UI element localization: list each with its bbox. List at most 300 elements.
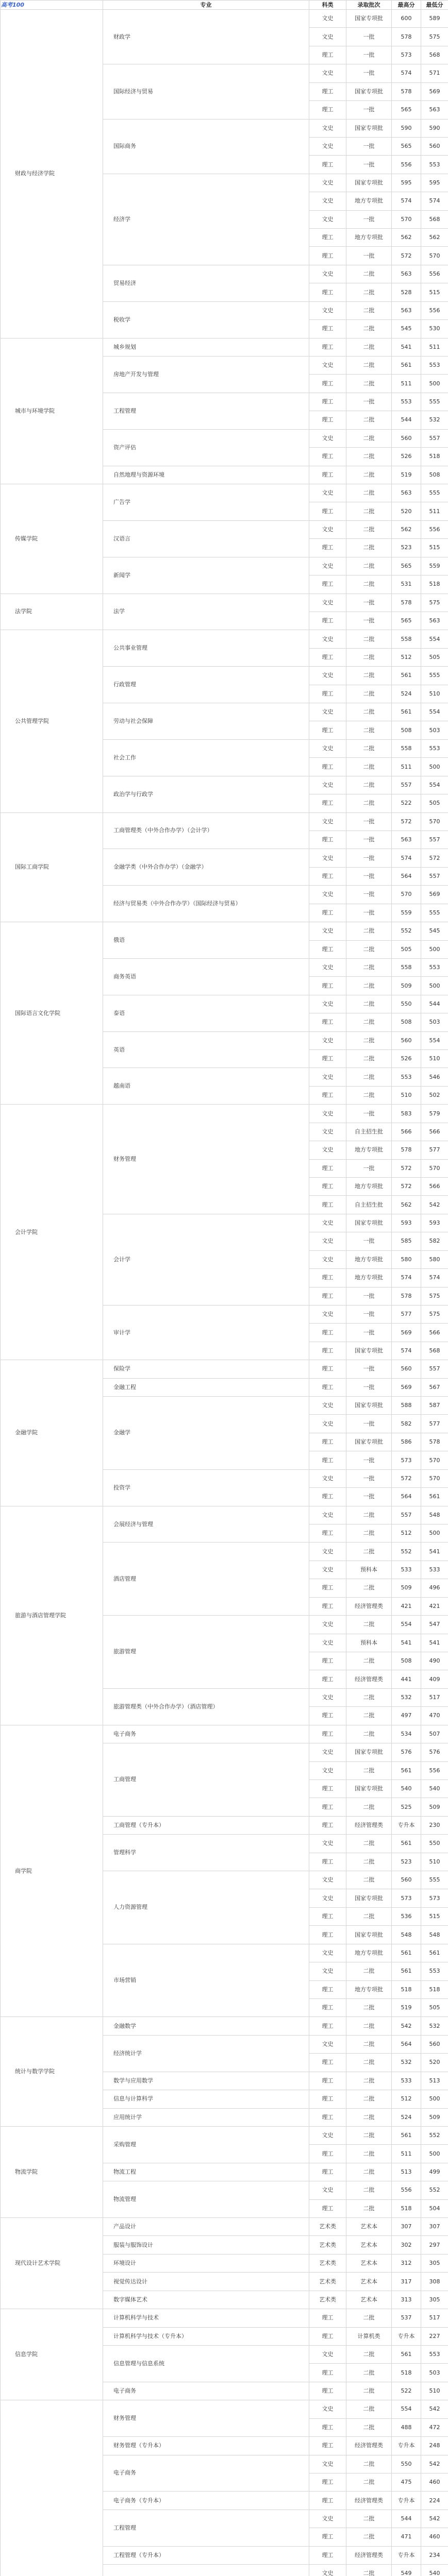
min-score-cell: 509	[421, 2108, 448, 2126]
max-score-cell: 569	[392, 1378, 421, 1396]
subject-cell: 理工	[309, 448, 346, 466]
subject-cell: 理工	[309, 2072, 346, 2090]
batch-cell: 国家专项批	[346, 1397, 392, 1415]
subject-cell: 理工	[309, 1725, 346, 1743]
subject-cell: 理工	[309, 2145, 346, 2163]
college-cell: 商学院	[1, 1725, 103, 2017]
subject-cell: 理工	[309, 1488, 346, 1506]
max-score-cell: 561	[392, 1835, 421, 1853]
max-score-cell: 544	[392, 411, 421, 429]
major-cell: 电子商务	[103, 1725, 309, 1743]
batch-cell: 一批	[346, 28, 392, 46]
major-cell: 政治学与行政学	[103, 776, 309, 812]
max-score-cell: 313	[392, 2291, 421, 2309]
max-score-cell: 585	[392, 1232, 421, 1250]
min-score-cell: 472	[421, 2418, 448, 2436]
max-score-cell: 524	[392, 685, 421, 703]
subject-cell: 艺术类	[309, 2254, 346, 2272]
subject-cell: 文史	[309, 1397, 346, 1415]
batch-cell: 二批	[346, 429, 392, 447]
max-score-cell: 508	[392, 1013, 421, 1031]
major-cell: 信息管理与信息系统	[103, 2346, 309, 2382]
subject-cell: 文史	[309, 1305, 346, 1323]
subject-cell: 理工	[309, 2199, 346, 2217]
major-cell: 投资学	[103, 1469, 309, 1506]
subject-cell: 文史	[309, 557, 346, 575]
batch-cell: 二批	[346, 1853, 392, 1871]
batch-cell: 二批	[346, 794, 392, 812]
min-score-cell: 508	[421, 466, 448, 484]
min-score-cell: 541	[421, 1634, 448, 1652]
subject-cell: 文史	[309, 739, 346, 757]
batch-cell: 一批	[346, 1469, 392, 1487]
min-score-cell: 509	[421, 1798, 448, 1816]
subject-cell: 理工	[309, 2327, 346, 2345]
batch-cell: 二批	[346, 1907, 392, 1925]
major-cell: 采购管理	[103, 2126, 309, 2163]
batch-cell: 国家专项批	[346, 1342, 392, 1360]
subject-cell: 文史	[309, 2400, 346, 2418]
min-score-cell: 500	[421, 2145, 448, 2163]
min-score-cell: 570	[421, 812, 448, 831]
subject-cell: 理工	[309, 685, 346, 703]
min-score-cell: 234	[421, 2546, 448, 2564]
table-row	[1, 484, 448, 502]
batch-cell: 二批	[346, 667, 392, 685]
batch-cell: 一批	[346, 1105, 392, 1123]
batch-cell: 地方专项批	[346, 1269, 392, 1287]
batch-cell: 国家专项批	[346, 10, 392, 28]
batch-cell: 二批	[346, 2199, 392, 2217]
max-score-cell: 560	[392, 1031, 421, 1049]
major-cell: 金融数学	[103, 2017, 309, 2035]
min-score-cell: 560	[421, 2035, 448, 2053]
batch-cell: 二批	[346, 2126, 392, 2144]
major-cell: 产品设计	[103, 2218, 309, 2236]
batch-cell: 经济管理类	[346, 2437, 392, 2455]
batch-cell: 二批	[346, 265, 392, 283]
batch-cell: 二批	[346, 1871, 392, 1889]
batch-cell: 二批	[346, 922, 392, 940]
batch-cell: 二批	[346, 539, 392, 557]
subject-cell: 文史	[309, 1469, 346, 1487]
max-score-cell: 542	[392, 2017, 421, 2035]
major-cell: 酒店管理	[103, 1543, 309, 1616]
batch-cell: 一批	[346, 1488, 392, 1506]
batch-cell: 一批	[346, 1451, 392, 1469]
major-cell: 新闻学	[103, 557, 309, 594]
min-score-cell: 568	[421, 1342, 448, 1360]
batch-cell: 一批	[346, 886, 392, 904]
batch-cell: 二批	[346, 739, 392, 757]
major-cell: 保险学	[103, 1360, 309, 1378]
min-score-cell: 542	[421, 1196, 448, 1214]
subject-cell: 理工	[309, 247, 346, 265]
min-score-cell: 503	[421, 721, 448, 739]
max-score-cell: 552	[392, 922, 421, 940]
max-score-cell: 564	[392, 867, 421, 885]
subject-cell: 理工	[309, 2364, 346, 2382]
max-score-cell: 520	[392, 502, 421, 520]
batch-cell: 计算机类	[346, 2327, 392, 2345]
batch-cell: 二批	[346, 1543, 392, 1561]
batch-cell: 二批	[346, 301, 392, 319]
college-cell: 金融学院	[1, 1360, 103, 1506]
batch-cell: 一批	[346, 1305, 392, 1323]
major-cell: 旅游管理类（中外合作办学）（酒店管理）	[103, 1688, 309, 1725]
major-cell: 国际商务	[103, 119, 309, 174]
min-score-cell: 500	[421, 940, 448, 958]
max-score-cell: 560	[392, 1871, 421, 1889]
batch-cell: 经济管理类	[346, 2492, 392, 2510]
subject-cell: 文史	[309, 2181, 346, 2199]
subject-cell: 文史	[309, 1561, 346, 1579]
major-cell: 经济与贸易类（中外合作办学）（国际经济与贸易）	[103, 886, 309, 922]
subject-cell: 文史	[309, 1141, 346, 1159]
subject-cell: 文史	[309, 429, 346, 447]
min-score-cell: 557	[421, 429, 448, 447]
min-score-cell: 505	[421, 794, 448, 812]
batch-cell: 一批	[346, 594, 392, 612]
min-score-cell: 552	[421, 2181, 448, 2199]
batch-cell: 二批	[346, 338, 392, 356]
min-score-cell: 505	[421, 1998, 448, 2016]
max-score-cell: 525	[392, 1798, 421, 1816]
max-score-cell: 524	[392, 2108, 421, 2126]
batch-cell: 二批	[346, 958, 392, 976]
min-score-cell: 542	[421, 2400, 448, 2418]
min-score-cell: 515	[421, 539, 448, 557]
major-cell: 计算机科学与技术	[103, 2309, 309, 2327]
batch-cell: 二批	[346, 1725, 392, 1743]
subject-cell: 理工	[309, 229, 346, 247]
subject-cell: 理工	[309, 46, 346, 64]
batch-cell: 二批	[346, 2528, 392, 2546]
subject-cell: 理工	[309, 393, 346, 411]
max-score-cell: 590	[392, 119, 421, 137]
batch-cell: 二批	[346, 448, 392, 466]
min-score-cell: 566	[421, 1324, 448, 1342]
max-score-cell: 583	[392, 1105, 421, 1123]
subject-cell: 理工	[309, 1670, 346, 1688]
max-score-cell: 572	[392, 1159, 421, 1177]
major-cell: 汉语言	[103, 520, 309, 557]
table-row	[1, 1506, 448, 1524]
max-score-cell: 523	[392, 539, 421, 557]
max-score-cell: 302	[392, 2236, 421, 2254]
max-score-cell: 537	[392, 2309, 421, 2327]
major-cell: 会计学	[103, 1214, 309, 1305]
max-score-cell: 558	[392, 630, 421, 648]
max-score-cell: 512	[392, 648, 421, 666]
max-score-cell: 505	[392, 940, 421, 958]
subject-cell: 理工	[309, 904, 346, 922]
batch-cell: 二批	[346, 1013, 392, 1031]
max-score-cell: 570	[392, 210, 421, 228]
batch-cell: 自主招生批	[346, 1123, 392, 1141]
min-score-cell: 500	[421, 977, 448, 995]
batch-cell: 一批	[346, 137, 392, 155]
subject-cell: 理工	[309, 1926, 346, 1944]
min-score-cell: 554	[421, 703, 448, 721]
college-cell: 法学院	[1, 594, 103, 630]
max-score-cell: 553	[392, 393, 421, 411]
max-score-cell: 561	[392, 357, 421, 375]
max-score-cell: 572	[392, 247, 421, 265]
max-score-cell: 513	[392, 2163, 421, 2181]
min-score-cell: 578	[421, 1433, 448, 1451]
min-score-cell: 553	[421, 156, 448, 174]
batch-cell: 艺术本	[346, 2236, 392, 2254]
max-score-cell: 475	[392, 2473, 421, 2491]
max-score-cell: 578	[392, 28, 421, 46]
batch-cell: 二批	[346, 1524, 392, 1543]
subject-cell: 理工	[309, 2108, 346, 2126]
min-score-cell: 570	[421, 1451, 448, 1469]
min-score-cell: 575	[421, 594, 448, 612]
major-cell: 税收学	[103, 301, 309, 338]
min-score-cell: 513	[421, 2072, 448, 2090]
min-score-cell: 515	[421, 1907, 448, 1925]
min-score-cell: 570	[421, 1469, 448, 1487]
subject-cell: 文史	[309, 64, 346, 82]
college-cell: 传媒学院	[1, 484, 103, 594]
batch-cell: 二批	[346, 2364, 392, 2382]
max-score-cell: 512	[392, 2090, 421, 2108]
batch-cell: 二批	[346, 283, 392, 301]
batch-cell: 艺术本	[346, 2254, 392, 2272]
subject-cell: 文史	[309, 484, 346, 502]
subject-cell: 文史	[309, 667, 346, 685]
min-score-cell: 555	[421, 904, 448, 922]
max-score-cell: 专升本	[392, 2492, 421, 2510]
min-score-cell: 547	[421, 1616, 448, 1634]
batch-cell: 二批	[346, 703, 392, 721]
batch-cell: 二批	[346, 2145, 392, 2163]
major-cell: 工程管理	[103, 393, 309, 429]
batch-cell: 一批	[346, 210, 392, 228]
major-cell: 广告学	[103, 484, 309, 520]
min-score-cell: 593	[421, 1214, 448, 1232]
subject-cell: 理工	[309, 2054, 346, 2072]
min-score-cell: 532	[421, 411, 448, 429]
batch-cell: 二批	[346, 2035, 392, 2053]
batch-cell: 二批	[346, 721, 392, 739]
table-row	[1, 2017, 448, 2035]
max-score-cell: 565	[392, 137, 421, 155]
major-cell: 行政管理	[103, 667, 309, 703]
subject-cell: 文史	[309, 301, 346, 319]
table-row	[1, 2126, 448, 2144]
batch-cell: 二批	[346, 648, 392, 666]
batch-cell: 二批	[346, 2090, 392, 2108]
subject-cell: 文史	[309, 2455, 346, 2473]
table-row	[1, 2400, 448, 2418]
major-cell: 物流管理	[103, 2181, 309, 2218]
major-cell	[103, 2565, 309, 2576]
major-cell: 金融学	[103, 1397, 309, 1470]
batch-cell: 经济管理类	[346, 1597, 392, 1615]
batch-cell: 国家专项批	[346, 1889, 392, 1907]
subject-cell: 理工	[309, 1086, 346, 1104]
subject-cell: 文史	[309, 357, 346, 375]
subject-cell: 文史	[309, 265, 346, 283]
batch-cell: 经济管理类	[346, 1670, 392, 1688]
max-score-cell: 522	[392, 794, 421, 812]
max-score-cell: 563	[392, 265, 421, 283]
batch-cell: 二批	[346, 1835, 392, 1853]
major-cell: 电子商务	[103, 2455, 309, 2492]
batch-cell: 二批	[346, 484, 392, 502]
batch-cell: 地方专项批	[346, 192, 392, 210]
min-score-cell: 566	[421, 1178, 448, 1196]
min-score-cell: 568	[421, 210, 448, 228]
table-row	[1, 10, 448, 28]
min-score-cell: 505	[421, 648, 448, 666]
max-score-cell: 554	[392, 2400, 421, 2418]
max-score-cell: 578	[392, 1287, 421, 1305]
subject-cell: 理工	[309, 1998, 346, 2016]
subject-cell: 理工	[309, 411, 346, 429]
college-cell: 信息学院	[1, 2309, 103, 2400]
min-score-cell: 518	[421, 575, 448, 594]
batch-cell: 二批	[346, 1086, 392, 1104]
min-score-cell: 542	[421, 2510, 448, 2528]
subject-cell: 文史	[309, 995, 346, 1013]
subject-cell: 文史	[309, 1835, 346, 1853]
max-score-cell: 558	[392, 739, 421, 757]
max-score-cell: 560	[392, 1360, 421, 1378]
major-cell: 城乡规划	[103, 338, 309, 356]
max-score-cell: 534	[392, 1725, 421, 1743]
subject-cell: 理工	[309, 1907, 346, 1925]
major-cell: 社会工作	[103, 739, 309, 776]
subject-cell: 理工	[309, 721, 346, 739]
subject-cell: 理工	[309, 1980, 346, 1998]
max-score-cell: 532	[392, 2054, 421, 2072]
min-score-cell: 496	[421, 1579, 448, 1597]
major-cell: 计算机科学与技术（专升本）	[103, 2327, 309, 2345]
subject-cell: 理工	[309, 2492, 346, 2510]
batch-cell: 二批	[346, 1579, 392, 1597]
subject-cell: 文史	[309, 1944, 346, 1962]
batch-cell: 一批	[346, 831, 392, 849]
max-score-cell: 560	[392, 429, 421, 447]
batch-cell: 一批	[346, 64, 392, 82]
major-cell: 人力资源管理	[103, 1871, 309, 1944]
subject-cell: 理工	[309, 2473, 346, 2491]
major-cell: 越南语	[103, 1068, 309, 1105]
min-score-cell: 590	[421, 119, 448, 137]
subject-cell: 理工	[309, 101, 346, 119]
min-score-cell: 305	[421, 2291, 448, 2309]
min-score-cell: 511	[421, 338, 448, 356]
subject-cell: 文史	[309, 1871, 346, 1889]
min-score-cell: 541	[421, 1543, 448, 1561]
max-score-cell: 511	[392, 758, 421, 776]
subject-cell: 文史	[309, 812, 346, 831]
subject-cell: 理工	[309, 338, 346, 356]
batch-cell: 二批	[346, 2017, 392, 2035]
batch-cell: 二批	[346, 2565, 392, 2576]
min-score-cell: 553	[421, 739, 448, 757]
subject-cell: 理工	[309, 1798, 346, 1816]
batch-cell: 二批	[346, 1616, 392, 1634]
min-score-cell: 557	[421, 831, 448, 849]
batch-cell: 二批	[346, 2473, 392, 2491]
subject-cell: 文史	[309, 849, 346, 867]
subject-cell: 理工	[309, 758, 346, 776]
max-score-cell: 528	[392, 283, 421, 301]
max-score-cell: 533	[392, 1561, 421, 1579]
subject-cell: 理工	[309, 1196, 346, 1214]
batch-cell: 二批	[346, 2455, 392, 2473]
max-score-cell: 563	[392, 484, 421, 502]
major-cell: 金融学类（中外合作办学）（金融学）	[103, 849, 309, 886]
max-score-cell: 510	[392, 1086, 421, 1104]
max-score-cell: 552	[392, 1543, 421, 1561]
min-score-cell: 307	[421, 2218, 448, 2236]
subject-cell: 文史	[309, 922, 346, 940]
subject-cell: 理工	[309, 1287, 346, 1305]
subject-cell: 理工	[309, 1013, 346, 1031]
college-cell: 城市与环境学院	[1, 338, 103, 484]
subject-cell: 理工	[309, 1324, 346, 1342]
min-score-cell: 579	[421, 1105, 448, 1123]
table-row	[1, 812, 448, 831]
subject-cell: 理工	[309, 1707, 346, 1725]
table-row	[1, 630, 448, 648]
batch-cell: 二批	[346, 2163, 392, 2181]
batch-cell: 地方专项批	[346, 1944, 392, 1962]
min-score-cell: 554	[421, 630, 448, 648]
batch-cell: 经济管理类	[346, 2546, 392, 2564]
max-score-cell: 511	[392, 375, 421, 393]
header-subject: 科类	[309, 1, 346, 10]
major-cell: 房地产开发与管理	[103, 357, 309, 393]
batch-cell: 二批	[346, 2510, 392, 2528]
min-score-cell: 518	[421, 448, 448, 466]
subject-cell: 文史	[309, 520, 346, 538]
min-score-cell: 548	[421, 1926, 448, 1944]
min-score-cell: 553	[421, 958, 448, 976]
max-score-cell: 541	[392, 1634, 421, 1652]
max-score-cell: 545	[392, 320, 421, 338]
college-cell: 公共管理学院	[1, 630, 103, 812]
max-score-cell: 561	[392, 1962, 421, 1980]
subject-cell: 理工	[309, 2309, 346, 2327]
min-score-cell: 566	[421, 1123, 448, 1141]
min-score-cell: 556	[421, 301, 448, 319]
min-score-cell: 556	[421, 1761, 448, 1780]
min-score-cell: 503	[421, 1013, 448, 1031]
min-score-cell: 510	[421, 1853, 448, 1871]
subject-cell: 理工	[309, 2090, 346, 2108]
major-cell: 金融工程	[103, 1378, 309, 1396]
max-score-cell: 562	[392, 1196, 421, 1214]
batch-cell: 二批	[346, 357, 392, 375]
max-score-cell: 441	[392, 1670, 421, 1688]
min-score-cell: 499	[421, 2163, 448, 2181]
min-score-cell: 574	[421, 192, 448, 210]
major-cell: 自然地理与资源环境	[103, 466, 309, 484]
batch-cell: 一批	[346, 1378, 392, 1396]
batch-cell: 二批	[346, 466, 392, 484]
min-score-cell: 490	[421, 1652, 448, 1670]
batch-cell: 二批	[346, 630, 392, 648]
batch-cell: 二批	[346, 685, 392, 703]
max-score-cell: 421	[392, 1597, 421, 1615]
